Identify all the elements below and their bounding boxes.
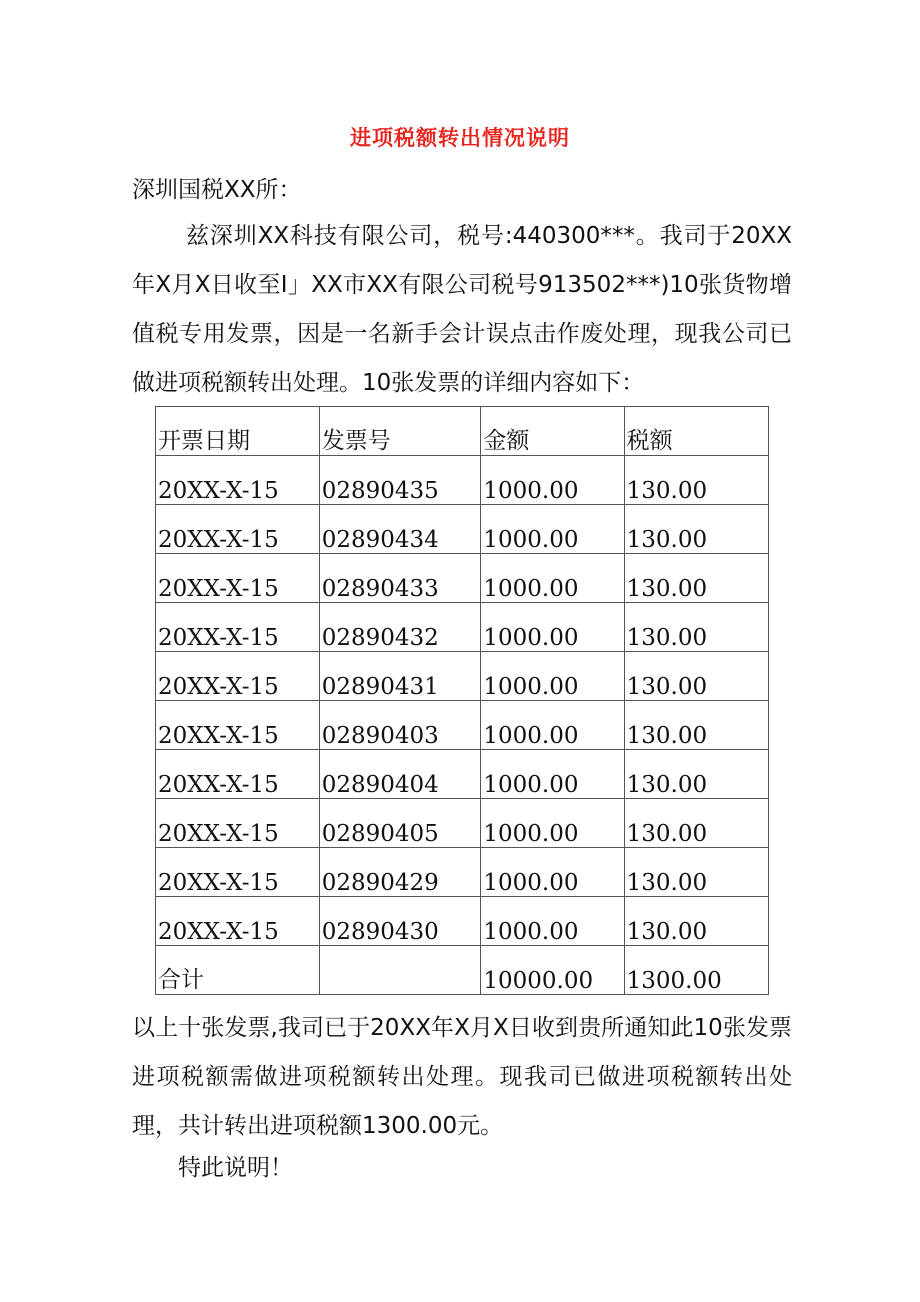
cell-tax: 130.00: [624, 652, 768, 701]
cell-tax: 130.00: [624, 603, 768, 652]
total-tax: 1300.00: [624, 946, 768, 995]
cell-tax: 130.00: [624, 848, 768, 897]
cell-tax: 130.00: [624, 799, 768, 848]
cell-tax: 130.00: [624, 750, 768, 799]
table-header-row: [156, 407, 769, 456]
cell-invoice-number: 02890430: [319, 897, 481, 946]
body-paragraph-intro: 兹深圳XX科技有限公司，税号:440300***。我司于20XX年X月X日收至I」XX市XX有限公司税号913502***)10张货物增值税专用发票，因是一名新手会计误点击作废处理，现我公司已做进项税额转出处理。10张发票的详细内容如下：: [132, 223, 792, 396]
cell-amount: 1000.00: [481, 848, 624, 897]
table-row: [156, 603, 769, 652]
table-row: [156, 554, 769, 603]
table-row: [156, 750, 769, 799]
table-row: [156, 652, 769, 701]
cell-date: 20XX-X-15: [156, 505, 320, 554]
table-total-row: [156, 946, 769, 995]
salutation: 深圳国税XX所：: [132, 177, 302, 203]
cell-amount: 1000.00: [481, 799, 624, 848]
table-row: [156, 848, 769, 897]
invoice-table: [155, 406, 769, 995]
cell-tax: 130.00: [624, 897, 768, 946]
cell-amount: 1000.00: [481, 652, 624, 701]
cell-invoice-number: 02890404: [319, 750, 481, 799]
cell-date: 20XX-X-15: [156, 554, 320, 603]
cell-invoice-number: 02890432: [319, 603, 481, 652]
cell-invoice-number: 02890403: [319, 701, 481, 750]
cell-amount: 1000.00: [481, 603, 624, 652]
cell-tax: 130.00: [624, 505, 768, 554]
cell-tax: 130.00: [624, 554, 768, 603]
table-row: [156, 456, 769, 505]
cell-amount: 1000.00: [481, 554, 624, 603]
document-title: 进项税额转出情况说明: [350, 126, 570, 150]
cell-amount: 1000.00: [481, 505, 624, 554]
cell-amount: 1000.00: [481, 701, 624, 750]
header-tax: 税额: [624, 407, 768, 456]
cell-invoice-number: 02890405: [319, 799, 481, 848]
cell-invoice-number: 02890431: [319, 652, 481, 701]
cell-date: 20XX-X-15: [156, 456, 320, 505]
cell-invoice-number: 02890434: [319, 505, 481, 554]
cell-date: 20XX-X-15: [156, 750, 320, 799]
total-empty-cell: [319, 946, 481, 995]
cell-tax: 130.00: [624, 701, 768, 750]
cell-amount: 1000.00: [481, 897, 624, 946]
header-date: 开票日期: [156, 407, 320, 456]
table-row: [156, 701, 769, 750]
table-row: [156, 897, 769, 946]
table-row: [156, 505, 769, 554]
cell-date: 20XX-X-15: [156, 799, 320, 848]
table-row: [156, 799, 769, 848]
cell-amount: 1000.00: [481, 750, 624, 799]
cell-tax: 130.00: [624, 456, 768, 505]
closing-statement: 特此说明！: [178, 1155, 293, 1181]
header-invoice-number: 发票号: [319, 407, 481, 456]
cell-date: 20XX-X-15: [156, 848, 320, 897]
cell-date: 20XX-X-15: [156, 897, 320, 946]
header-amount: 金额: [481, 407, 624, 456]
cell-date: 20XX-X-15: [156, 701, 320, 750]
cell-invoice-number: 02890433: [319, 554, 481, 603]
total-amount: 10000.00: [481, 946, 624, 995]
cell-date: 20XX-X-15: [156, 603, 320, 652]
total-label: 合计: [156, 946, 320, 995]
cell-amount: 1000.00: [481, 456, 624, 505]
cell-date: 20XX-X-15: [156, 652, 320, 701]
body-paragraph-conclusion: 以上十张发票,我司已于20XX年X月X日收到贵所通知此10张发票进项税额需做进项税额转出处理。现我司已做进项税额转出处理，共计转出进项税额1300.00元。: [132, 1015, 792, 1139]
cell-invoice-number: 02890435: [319, 456, 481, 505]
cell-invoice-number: 02890429: [319, 848, 481, 897]
